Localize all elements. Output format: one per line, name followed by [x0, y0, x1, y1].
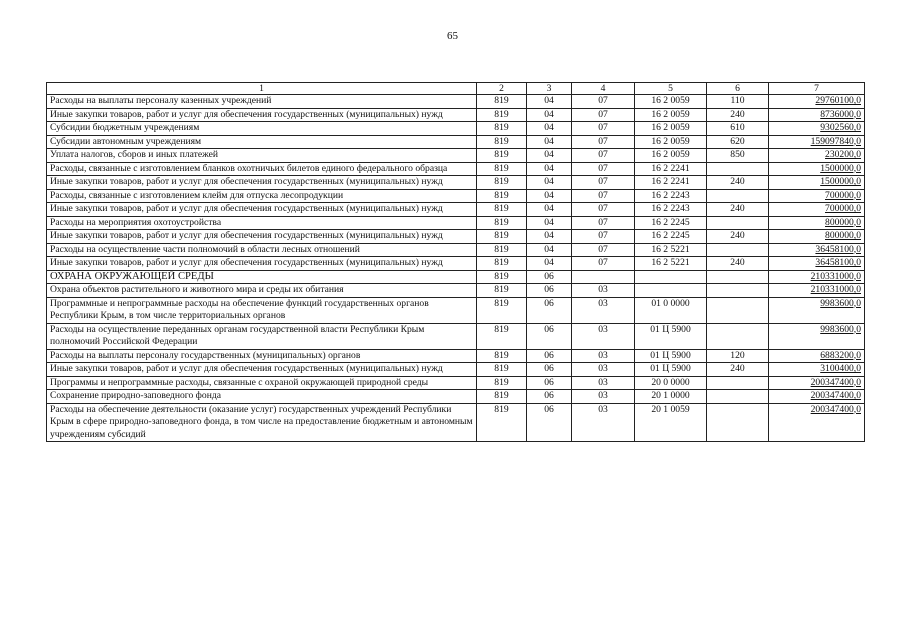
amount-value: 9983600,0: [820, 297, 861, 309]
cell-subsection-code: 03: [572, 376, 635, 390]
amount-value: 3100400,0: [820, 363, 861, 374]
cell-target-article: 16 2 2243: [635, 203, 707, 217]
cell-target-article: 16 2 0059: [635, 135, 707, 149]
cell-grbs: 819: [477, 349, 527, 363]
cell-name: Уплата налогов, сборов и иных платежей: [47, 149, 477, 163]
cell-grbs: 819: [477, 122, 527, 136]
cell-expense-type: [707, 189, 769, 203]
amount-value: 800000,0: [825, 230, 861, 241]
cell-grbs: 819: [477, 390, 527, 404]
amount-value: 9983600,0: [820, 323, 861, 335]
table-body: [47, 95, 865, 442]
cell-amount: [769, 363, 865, 377]
cell-subsection-code: 07: [572, 149, 635, 163]
cell-section-code: 04: [527, 243, 572, 257]
cell-section-code: 06: [527, 297, 572, 323]
cell-section-code: 06: [527, 349, 572, 363]
cell-target-article: 01 0 0000: [635, 297, 707, 323]
cell-name: Расходы на осуществление части полномочий в области лесных отношений: [47, 243, 477, 257]
cell-name: Иные закупки товаров, работ и услуг для обеспечения государственных (муниципальных) нужд: [47, 257, 477, 271]
table-row: [47, 376, 865, 390]
cell-section-code: 04: [527, 122, 572, 136]
cell-expense-type: 610: [707, 122, 769, 136]
header-col-2: 2: [477, 83, 527, 95]
cell-grbs: 819: [477, 203, 527, 217]
cell-expense-type: [707, 162, 769, 176]
cell-target-article: 20 1 0059: [635, 403, 707, 442]
cell-name: Расходы на выплаты персоналу государственных (муниципальных) органов: [47, 349, 477, 363]
cell-name: Расходы на осуществление переданных органам государственной власти Республики Крым полномочий Российской Федерации: [47, 323, 477, 349]
cell-name: Расходы, связанные с изготовлением клейм для отпуска лесопродукции: [47, 189, 477, 203]
cell-section-code: 04: [527, 162, 572, 176]
cell-target-article: 16 2 5221: [635, 257, 707, 271]
cell-subsection-code: 07: [572, 189, 635, 203]
cell-expense-type: 850: [707, 149, 769, 163]
amount-value: 700000,0: [825, 203, 861, 214]
cell-grbs: 819: [477, 297, 527, 323]
cell-grbs: 819: [477, 176, 527, 190]
cell-section-code: 06: [527, 363, 572, 377]
table-row: [47, 323, 865, 349]
cell-amount: [769, 376, 865, 390]
header-col-1: 1: [47, 83, 477, 95]
cell-grbs: 819: [477, 403, 527, 442]
cell-subsection-code: 07: [572, 176, 635, 190]
cell-subsection-code: 03: [572, 323, 635, 349]
cell-subsection-code: 07: [572, 230, 635, 244]
table-row: [47, 176, 865, 190]
table-row: [47, 203, 865, 217]
cell-grbs: 819: [477, 149, 527, 163]
cell-grbs: 819: [477, 243, 527, 257]
cell-name: Расходы на мероприятия охотоустройства: [47, 216, 477, 230]
amount-value: 210331000,0: [810, 284, 861, 295]
cell-amount: [769, 390, 865, 404]
table-row: [47, 284, 865, 298]
cell-name: Расходы на обеспечение деятельности (оказание услуг) государственных учреждений Республики Крым в сфере природно-заповедного фонда, в том числе на предоставление бюджетным и автономным учреждениям субсидий: [47, 403, 477, 442]
table-row: [47, 363, 865, 377]
cell-name: Охрана объектов растительного и животного мира и среды их обитания: [47, 284, 477, 298]
amount-value: 800000,0: [825, 216, 861, 228]
table-row: [47, 270, 865, 284]
cell-grbs: 819: [477, 230, 527, 244]
cell-subsection-code: 03: [572, 349, 635, 363]
cell-amount: [769, 230, 865, 244]
cell-subsection-code: 03: [572, 363, 635, 377]
cell-amount: [769, 135, 865, 149]
cell-section-code: 04: [527, 257, 572, 271]
cell-subsection-code: 03: [572, 284, 635, 298]
cell-section-code: 04: [527, 176, 572, 190]
budget-table: [46, 82, 865, 442]
cell-expense-type: [707, 216, 769, 230]
amount-value: 200347400,0: [810, 376, 861, 388]
cell-expense-type: 240: [707, 108, 769, 122]
cell-target-article: 20 1 0000: [635, 390, 707, 404]
cell-amount: [769, 95, 865, 109]
cell-target-article: 16 2 2241: [635, 176, 707, 190]
cell-target-article: 01 Ц 5900: [635, 323, 707, 349]
cell-section-code: 04: [527, 149, 572, 163]
table-row: [47, 230, 865, 244]
table-row: [47, 297, 865, 323]
table-row: [47, 149, 865, 163]
cell-amount: [769, 270, 865, 284]
table-row: [47, 95, 865, 109]
cell-target-article: 01 Ц 5900: [635, 363, 707, 377]
cell-subsection-code: 07: [572, 216, 635, 230]
cell-expense-type: [707, 403, 769, 442]
cell-amount: [769, 189, 865, 203]
cell-name: ОХРАНА ОКРУЖАЮЩЕЙ СРЕДЫ: [47, 270, 477, 284]
cell-section-code: 06: [527, 270, 572, 284]
table-row: [47, 189, 865, 203]
page-number: 65: [447, 30, 458, 42]
cell-section-code: 04: [527, 189, 572, 203]
cell-section-code: 06: [527, 403, 572, 442]
cell-grbs: 819: [477, 216, 527, 230]
cell-grbs: 819: [477, 135, 527, 149]
cell-expense-type: 240: [707, 230, 769, 244]
amount-value: 9302560,0: [820, 122, 861, 133]
cell-name: Субсидии бюджетным учреждениям: [47, 122, 477, 136]
cell-amount: [769, 216, 865, 230]
cell-name: Программные и непрограммные расходы на обеспечение функций государственных органов Республики Крым, в том числе территориальных органов: [47, 297, 477, 323]
cell-grbs: 819: [477, 270, 527, 284]
cell-section-code: 04: [527, 230, 572, 244]
amount-value: 1500000,0: [820, 162, 861, 174]
amount-value: 159097840,0: [810, 135, 861, 147]
table-row: [47, 243, 865, 257]
cell-expense-type: [707, 297, 769, 323]
cell-grbs: 819: [477, 95, 527, 109]
cell-subsection-code: [572, 270, 635, 284]
cell-grbs: 819: [477, 376, 527, 390]
cell-name: Иные закупки товаров, работ и услуг для обеспечения государственных (муниципальных) нужд: [47, 176, 477, 190]
cell-expense-type: 110: [707, 95, 769, 109]
cell-section-code: 04: [527, 95, 572, 109]
cell-name: Расходы на выплаты персоналу казенных учреждений: [47, 95, 477, 109]
cell-target-article: 16 2 2243: [635, 189, 707, 203]
cell-target-article: 20 0 0000: [635, 376, 707, 390]
table-row: [47, 403, 865, 442]
cell-section-code: 06: [527, 376, 572, 390]
cell-expense-type: [707, 376, 769, 390]
cell-name: Сохранение природно-заповедного фонда: [47, 390, 477, 404]
cell-amount: [769, 243, 865, 257]
cell-subsection-code: 07: [572, 108, 635, 122]
cell-expense-type: 240: [707, 363, 769, 377]
table-row: [47, 390, 865, 404]
cell-name: Программы и непрограммные расходы, связанные с охраной окружающей природной среды: [47, 376, 477, 390]
cell-amount: [769, 257, 865, 271]
cell-amount: [769, 349, 865, 363]
cell-target-article: 16 2 2245: [635, 230, 707, 244]
amount-value: 6883200,0: [820, 349, 861, 361]
cell-amount: [769, 176, 865, 190]
table-row: [47, 162, 865, 176]
header-col-4: 4: [572, 83, 635, 95]
header-col-3: 3: [527, 83, 572, 95]
cell-grbs: 819: [477, 284, 527, 298]
cell-name: Иные закупки товаров, работ и услуг для обеспечения государственных (муниципальных) нужд: [47, 363, 477, 377]
cell-section-code: 04: [527, 108, 572, 122]
cell-expense-type: 120: [707, 349, 769, 363]
cell-target-article: [635, 270, 707, 284]
cell-section-code: 04: [527, 135, 572, 149]
cell-amount: [769, 122, 865, 136]
cell-amount: [769, 323, 865, 349]
amount-value: 8736000,0: [820, 108, 861, 120]
cell-name: Расходы, связанные с изготовлением бланков охотничьих билетов единого федерального образца: [47, 162, 477, 176]
cell-subsection-code: 03: [572, 390, 635, 404]
cell-subsection-code: 07: [572, 162, 635, 176]
cell-section-code: 06: [527, 323, 572, 349]
header-col-6: 6: [707, 83, 769, 95]
amount-value: 200347400,0: [810, 390, 861, 401]
amount-value: 36458100,0: [815, 243, 861, 255]
table-row: [47, 257, 865, 271]
cell-subsection-code: 07: [572, 243, 635, 257]
cell-grbs: 819: [477, 323, 527, 349]
header-col-5: 5: [635, 83, 707, 95]
cell-expense-type: 240: [707, 176, 769, 190]
cell-target-article: 16 2 2245: [635, 216, 707, 230]
amount-value: 36458100,0: [815, 257, 861, 268]
cell-subsection-code: 07: [572, 203, 635, 217]
amount-value: 210331000,0: [810, 270, 861, 282]
amount-value: 230200,0: [825, 149, 861, 160]
cell-subsection-code: 07: [572, 122, 635, 136]
cell-subsection-code: 07: [572, 135, 635, 149]
header-row: [47, 83, 865, 95]
cell-name: Иные закупки товаров, работ и услуг для обеспечения государственных (муниципальных) нужд: [47, 108, 477, 122]
cell-subsection-code: 03: [572, 403, 635, 442]
cell-expense-type: [707, 323, 769, 349]
table-row: [47, 135, 865, 149]
cell-amount: [769, 203, 865, 217]
cell-grbs: 819: [477, 363, 527, 377]
amount-value: 700000,0: [825, 189, 861, 201]
cell-section-code: 06: [527, 284, 572, 298]
cell-target-article: 01 Ц 5900: [635, 349, 707, 363]
cell-amount: [769, 108, 865, 122]
cell-grbs: 819: [477, 257, 527, 271]
cell-section-code: 04: [527, 203, 572, 217]
cell-subsection-code: 07: [572, 95, 635, 109]
cell-target-article: 16 2 2241: [635, 162, 707, 176]
cell-name: Субсидии автономным учреждениям: [47, 135, 477, 149]
cell-expense-type: [707, 390, 769, 404]
amount-value: 1500000,0: [820, 176, 861, 187]
cell-name: Иные закупки товаров, работ и услуг для обеспечения государственных (муниципальных) нужд: [47, 203, 477, 217]
cell-expense-type: [707, 270, 769, 284]
table-row: [47, 122, 865, 136]
cell-subsection-code: 03: [572, 297, 635, 323]
cell-grbs: 819: [477, 108, 527, 122]
cell-expense-type: 240: [707, 203, 769, 217]
cell-expense-type: [707, 284, 769, 298]
amount-value: 29760100,0: [815, 95, 861, 106]
cell-amount: [769, 403, 865, 442]
cell-amount: [769, 297, 865, 323]
cell-target-article: 16 2 5221: [635, 243, 707, 257]
header-col-7: 7: [769, 83, 865, 95]
cell-target-article: [635, 284, 707, 298]
cell-amount: [769, 284, 865, 298]
table-row: [47, 216, 865, 230]
cell-expense-type: 620: [707, 135, 769, 149]
cell-grbs: 819: [477, 162, 527, 176]
table-row: [47, 108, 865, 122]
cell-expense-type: [707, 243, 769, 257]
cell-expense-type: 240: [707, 257, 769, 271]
cell-section-code: 04: [527, 216, 572, 230]
cell-target-article: 16 2 0059: [635, 108, 707, 122]
cell-section-code: 06: [527, 390, 572, 404]
cell-subsection-code: 07: [572, 257, 635, 271]
cell-amount: [769, 149, 865, 163]
cell-target-article: 16 2 0059: [635, 95, 707, 109]
table-row: [47, 349, 865, 363]
cell-target-article: 16 2 0059: [635, 149, 707, 163]
cell-grbs: 819: [477, 189, 527, 203]
amount-value: 200347400,0: [810, 403, 861, 415]
cell-amount: [769, 162, 865, 176]
cell-name: Иные закупки товаров, работ и услуг для обеспечения государственных (муниципальных) нужд: [47, 230, 477, 244]
cell-target-article: 16 2 0059: [635, 122, 707, 136]
